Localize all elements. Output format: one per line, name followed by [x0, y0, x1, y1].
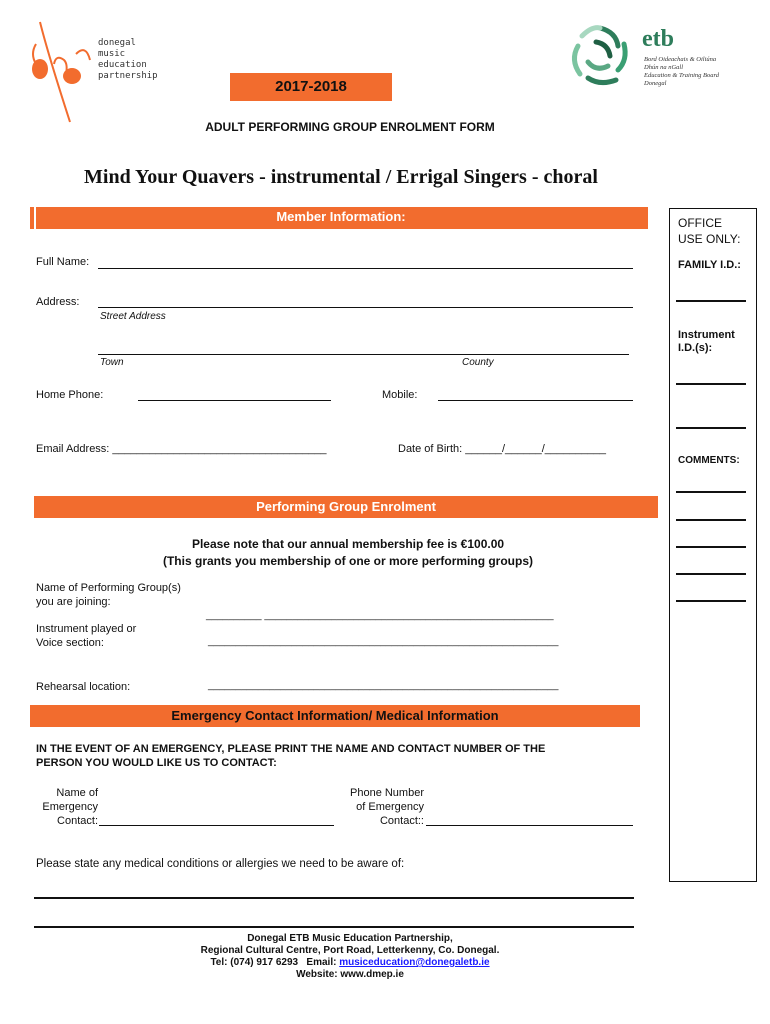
- instrument-field[interactable]: _______________________________________________________________: [208, 636, 559, 647]
- main-title: Mind Your Quavers - instrumental / Errigal Singers - choral: [84, 166, 598, 188]
- form-title: ADULT PERFORMING GROUP ENROLMENT FORM: [205, 120, 495, 134]
- full-name-field[interactable]: [98, 268, 633, 269]
- instrument-id-label: Instrument I.D.(s):: [678, 329, 735, 354]
- footer-website: Website: www.dmep.ie: [296, 969, 404, 980]
- performing-group-heading: Performing Group Enrolment: [34, 496, 658, 518]
- dmep-logo-text: donegal music education partnership: [98, 38, 158, 81]
- county-caption: County: [462, 357, 494, 368]
- instrument-id-field-1[interactable]: [676, 383, 746, 385]
- performing-group-label: Name of Performing Group(s) you are joining:: [36, 582, 181, 608]
- street-address-caption: Street Address: [100, 311, 166, 322]
- emergency-name-label: Name of Emergency Contact:: [42, 787, 98, 827]
- etb-logo-text: Bord Oideachais & Oiliúna Dhún na nGall Education & Training Board Donegal: [644, 56, 720, 87]
- emergency-instruction: IN THE EVENT OF AN EMERGENCY, PLEASE PRINT THE NAME AND CONTACT NUMBER OF THE PERSON YOU WOULD LIKE US TO CONTACT:: [36, 743, 546, 769]
- dob-field[interactable]: Date of Birth: ______/______/__________: [398, 443, 606, 455]
- fee-note: [0, 536, 696, 570]
- footer-line-1: Donegal ETB Music Education Partnership,: [247, 933, 453, 944]
- footer-contact-line: [0, 957, 700, 969]
- home-phone-label: Home Phone:: [36, 389, 104, 401]
- fee-note-line-1: Please note that our annual membership fee is €100.00: [191, 537, 505, 551]
- street-address-field[interactable]: [98, 307, 633, 308]
- dmep-logo: [26, 14, 176, 124]
- etb-swirl-icon: [566, 22, 634, 90]
- footer-email-link[interactable]: musiceducation@donegaletb.ie: [339, 957, 490, 968]
- comments-line-4[interactable]: [676, 573, 746, 575]
- comments-line-2[interactable]: [676, 519, 746, 521]
- medical-field-line-1[interactable]: [34, 897, 634, 899]
- comments-label: COMMENTS:: [678, 455, 740, 466]
- rehearsal-label: Rehearsal location:: [36, 681, 131, 693]
- dmep-logo-mark-icon: [26, 14, 106, 124]
- email-field[interactable]: Email Address: ___________________________________: [36, 443, 327, 455]
- member-info-heading: [30, 207, 648, 229]
- emergency-phone-field[interactable]: [426, 825, 633, 826]
- emergency-heading: Emergency Contact Information/ Medical Information: [30, 705, 640, 727]
- year-badge: 2017-2018: [230, 73, 392, 101]
- family-id-field[interactable]: [676, 300, 746, 302]
- member-info-heading-text: Member Information:: [276, 209, 406, 224]
- family-id-label: FAMILY I.D.:: [678, 259, 741, 271]
- instrument-id-field-2[interactable]: [676, 427, 746, 429]
- medical-field-line-2[interactable]: [34, 926, 634, 928]
- fee-note-line-2: (This grants you membership of one or more performing groups): [162, 554, 534, 568]
- mobile-field[interactable]: [438, 400, 633, 401]
- rehearsal-field[interactable]: _______________________________________________________________: [208, 680, 559, 691]
- etb-logo: [566, 22, 756, 102]
- footer-line-2: Regional Cultural Centre, Port Road, Letterkenny, Co. Donegal.: [200, 945, 500, 956]
- performing-group-field[interactable]: __________ ____________________________________________________: [206, 610, 554, 621]
- etb-logo-title: etb: [642, 26, 674, 52]
- mobile-label: Mobile:: [382, 389, 418, 401]
- home-phone-field[interactable]: [138, 400, 331, 401]
- comments-line-5[interactable]: [676, 600, 746, 602]
- footer: [0, 933, 700, 981]
- address-label: Address:: [36, 296, 80, 308]
- medical-prompt: Please state any medical conditions or allergies we need to be aware of:: [36, 858, 405, 870]
- full-name-label: Full Name:: [36, 256, 90, 268]
- town-county-field[interactable]: [98, 354, 629, 355]
- town-caption: Town: [100, 357, 124, 368]
- footer-tel: Tel: (074) 917 6293 Email:: [210, 957, 340, 968]
- emergency-phone-label: Phone Number of Emergency Contact::: [350, 787, 424, 827]
- instrument-label: Instrument played or Voice section:: [36, 623, 137, 649]
- comments-line-1[interactable]: [676, 491, 746, 493]
- emergency-name-field[interactable]: [99, 825, 334, 826]
- office-use-heading: OFFICE USE ONLY:: [678, 216, 741, 246]
